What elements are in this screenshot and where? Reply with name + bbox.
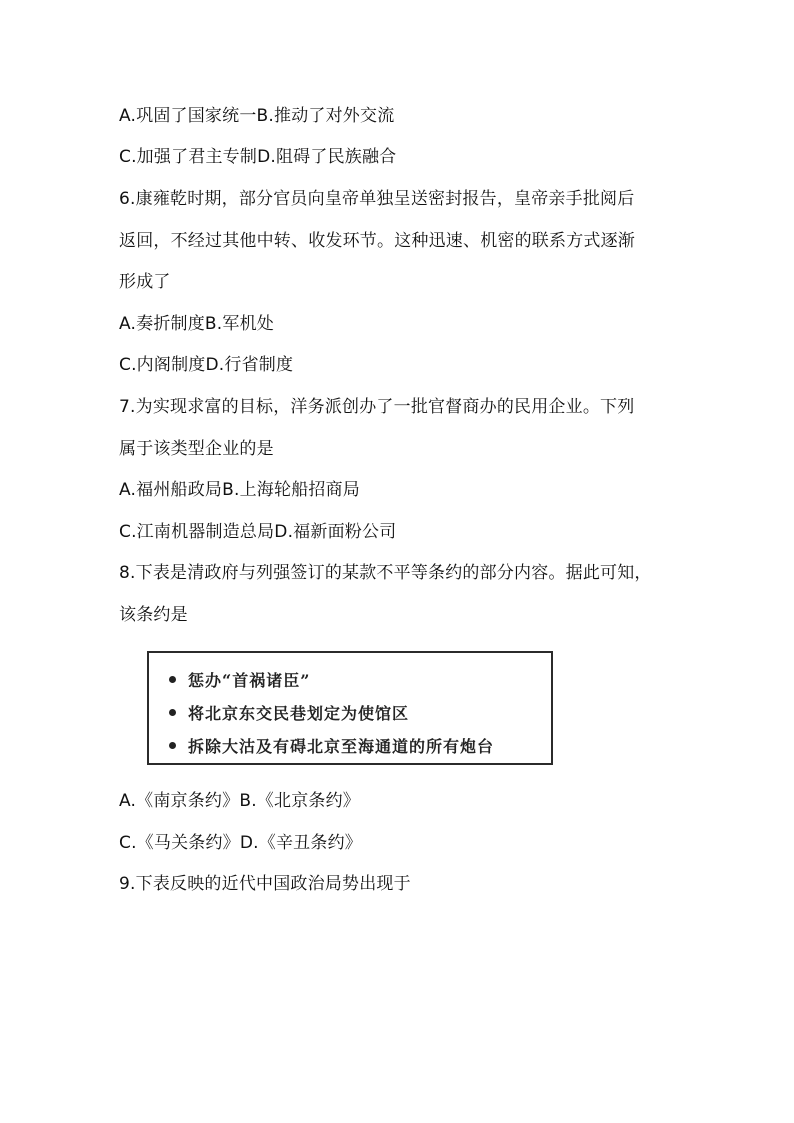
q5-options-ab: A.巩固了国家统一B.推动了对外交流 xyxy=(119,106,395,126)
treaty-term-item xyxy=(169,729,541,762)
q6-options-ab: A.奏折制度B.军机处 xyxy=(119,314,275,334)
q5-options-cd: C.加强了君主专制D.阻碍了民族融合 xyxy=(119,147,397,167)
q7-stem-line-1: 7.为实现求富的目标，洋务派创办了一批官督商办的民用企业。下列 xyxy=(119,397,635,417)
q7-stem-line-2: 属于该类型企业的是 xyxy=(119,439,274,459)
treaty-terms-list xyxy=(169,663,541,762)
q8-options-cd: C.《马关条约》D.《辛丑条约》 xyxy=(119,833,362,853)
treaty-term-item xyxy=(169,663,541,696)
treaty-term-text: 惩办“首祸诸臣” xyxy=(188,671,311,690)
q9-stem-line-1: 9.下表反映的近代中国政治局势出现于 xyxy=(119,874,411,894)
q7-options-ab: A.福州船政局B.上海轮船招商局 xyxy=(119,480,361,500)
q6-stem-line-3: 形成了 xyxy=(119,272,171,292)
treaty-terms-table xyxy=(147,651,553,765)
bullet-icon xyxy=(169,742,176,749)
bullet-icon xyxy=(169,709,176,716)
q8-options-ab: A.《南京条约》B.《北京条约》 xyxy=(119,791,361,811)
treaty-term-text: 将北京东交民巷划定为使馆区 xyxy=(188,704,410,723)
q7-options-cd: C.江南机器制造总局D.福新面粉公司 xyxy=(119,522,397,542)
q6-stem-line-1: 6.康雍乾时期，部分官员向皇帝单独呈送密封报告，皇帝亲手批阅后 xyxy=(119,189,635,209)
bullet-icon xyxy=(169,676,176,683)
q6-options-cd: C.内阁制度D.行省制度 xyxy=(119,355,294,375)
treaty-term-text: 拆除大沽及有碍北京至海通道的所有炮台 xyxy=(188,737,495,756)
q6-stem-line-2: 返回，不经过其他中转、收发环节。这种迅速、机密的联系方式逐渐 xyxy=(119,231,635,251)
q8-stem-line-1: 8.下表是清政府与列强签订的某款不平等条约的部分内容。据此可知， xyxy=(119,563,652,583)
treaty-term-item xyxy=(169,696,541,729)
q8-stem-line-2: 该条约是 xyxy=(119,605,188,625)
